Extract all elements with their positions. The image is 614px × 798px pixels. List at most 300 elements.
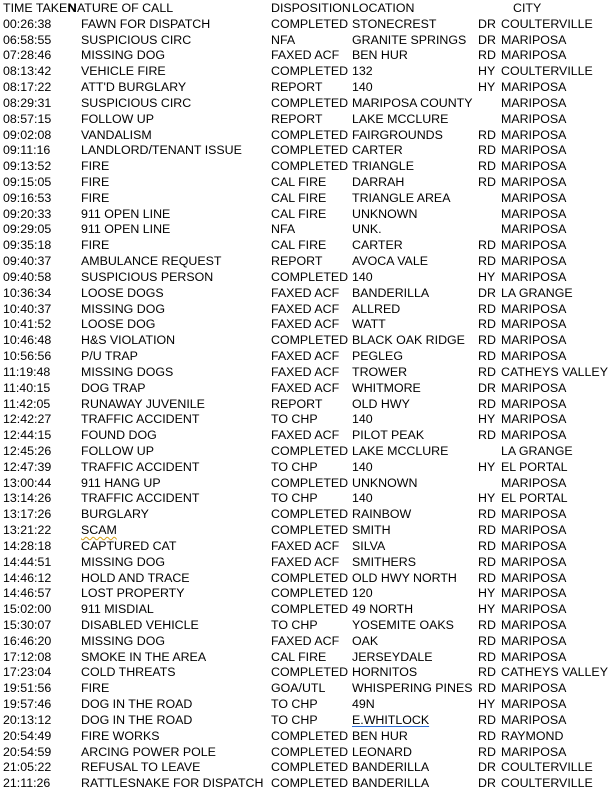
- disposition-cell: FAXED ACF: [271, 538, 340, 553]
- time-cell: 14:28:18: [3, 538, 52, 553]
- location-cell: OLD HWY: [352, 396, 410, 411]
- nature-cell: 911 MISDIAL: [81, 602, 154, 617]
- street-suffix-cell: HY: [478, 64, 496, 79]
- table-row: [0, 175, 614, 191]
- street-suffix-cell: RD: [478, 317, 496, 332]
- location-cell: LAKE MCCLURE: [352, 111, 449, 126]
- city-cell: MARIPOSA: [501, 697, 567, 712]
- time-cell: 14:44:51: [3, 554, 52, 569]
- street-suffix-cell: DR: [478, 380, 496, 395]
- nature-cell: MISSING DOG: [81, 48, 165, 63]
- time-cell: 06:58:55: [3, 32, 52, 47]
- street-suffix-cell: DR: [478, 776, 496, 791]
- location-cell: MARIPOSA COUNTY: [352, 95, 473, 110]
- nature-cell: ATT'D BURGLARY: [81, 80, 187, 95]
- table-row: [0, 238, 614, 254]
- location-cell: LEONARD: [352, 744, 412, 759]
- disposition-cell: FAXED ACF: [271, 48, 340, 63]
- disposition-cell: TO CHP: [271, 712, 318, 727]
- city-cell: MARIPOSA: [501, 412, 567, 427]
- city-cell: MARIPOSA: [501, 538, 567, 553]
- disposition-cell: COMPLETED: [271, 143, 349, 158]
- disposition-cell: CAL FIRE: [271, 175, 327, 190]
- disposition-cell: TO CHP: [271, 617, 318, 632]
- time-cell: 20:54:59: [3, 744, 52, 759]
- location-cell: PILOT PEAK: [352, 428, 425, 443]
- header-row: [0, 1, 614, 17]
- location-cell: E.WHITLOCK: [352, 712, 430, 727]
- location-cell: DARRAH: [352, 175, 405, 190]
- location-cell: BANDERILLA: [352, 776, 430, 791]
- table-row: [0, 191, 614, 207]
- disposition-cell: FAXED ACF: [271, 301, 340, 316]
- street-suffix-cell: RD: [478, 617, 496, 632]
- time-cell: 08:57:15: [3, 111, 52, 126]
- table-row: [0, 523, 614, 539]
- city-cell: MARIPOSA: [501, 428, 567, 443]
- location-cell: JERSEYDALE: [352, 649, 433, 664]
- city-cell: COULTERVILLE: [501, 64, 593, 79]
- street-suffix-cell: RD: [478, 175, 496, 190]
- table-row: [0, 760, 614, 776]
- city-cell: CATHEYS VALLEY: [501, 364, 608, 379]
- city-cell: MARIPOSA: [501, 254, 567, 269]
- time-cell: 12:47:39: [3, 459, 52, 474]
- table-row: [0, 665, 614, 681]
- street-suffix-cell: DR: [478, 16, 496, 31]
- nature-cell: DOG IN THE ROAD: [81, 697, 193, 712]
- nature-cell: SUSPICIOUS CIRC: [81, 95, 192, 110]
- time-cell: 10:46:48: [3, 333, 52, 348]
- time-cell: 08:13:42: [3, 64, 52, 79]
- table-row: [0, 112, 614, 128]
- location-cell: 140: [352, 459, 373, 474]
- city-cell: EL PORTAL: [501, 491, 568, 506]
- location-cell: 120: [352, 586, 373, 601]
- disposition-cell: COMPLETED: [271, 443, 349, 458]
- location-cell: BANDERILLA: [352, 760, 430, 775]
- disposition-cell: FAXED ACF: [271, 428, 340, 443]
- time-cell: 17:12:08: [3, 649, 52, 664]
- table-row: [0, 586, 614, 602]
- table-row: [0, 397, 614, 413]
- disposition-cell: FAXED ACF: [271, 380, 340, 395]
- city-cell: COULTERVILLE: [501, 776, 593, 791]
- disposition-cell: FAXED ACF: [271, 364, 340, 379]
- disposition-cell: TO CHP: [271, 491, 318, 506]
- table-row: [0, 491, 614, 507]
- table-row: [0, 729, 614, 745]
- time-cell: 14:46:12: [3, 570, 52, 585]
- table-row: [0, 412, 614, 428]
- time-cell: 07:28:46: [3, 48, 52, 63]
- location-cell: YOSEMITE OAKS: [352, 617, 454, 632]
- city-cell: MARIPOSA: [501, 507, 567, 522]
- street-suffix-cell: HY: [478, 697, 496, 712]
- city-cell: COULTERVILLE: [501, 16, 593, 31]
- street-suffix-cell: RD: [478, 554, 496, 569]
- street-suffix-cell: HY: [478, 491, 496, 506]
- time-cell: 13:21:22: [3, 523, 52, 538]
- table-row: [0, 776, 614, 792]
- time-cell: 10:56:56: [3, 349, 52, 364]
- street-suffix-cell: RD: [478, 159, 496, 174]
- street-suffix-cell: RD: [478, 570, 496, 585]
- disposition-cell: COMPLETED: [271, 269, 349, 284]
- disposition-cell: COMPLETED: [271, 728, 349, 743]
- location-cell: TRIANGLE AREA: [352, 190, 451, 205]
- street-suffix-cell: RD: [478, 633, 496, 648]
- disposition-cell: TO CHP: [271, 459, 318, 474]
- location-cell: WHITMORE: [352, 380, 421, 395]
- table-row: [0, 143, 614, 159]
- table-row: [0, 381, 614, 397]
- street-suffix-cell: RD: [478, 301, 496, 316]
- nature-cell: DISABLED VEHICLE: [81, 617, 199, 632]
- nature-cell: FIRE: [81, 681, 110, 696]
- disposition-cell: COMPLETED: [271, 776, 349, 791]
- header-city: CITY: [513, 1, 542, 15]
- nature-cell: FIRE WORKS: [81, 728, 160, 743]
- nature-cell: TRAFFIC ACCIDENT: [81, 412, 200, 427]
- header-disposition: DISPOSITION: [271, 1, 351, 15]
- city-cell: MARIPOSA: [501, 380, 567, 395]
- header-time-taken: TIME TAKEN: [3, 1, 77, 15]
- location-cell: SMITHERS: [352, 554, 417, 569]
- nature-cell: FIRE: [81, 175, 110, 190]
- nature-cell: FOUND DOG: [81, 428, 157, 443]
- table-row: [0, 17, 614, 33]
- location-cell: OAK: [352, 633, 379, 648]
- location-cell: BANDERILLA: [352, 285, 430, 300]
- city-cell: MARIPOSA: [501, 238, 567, 253]
- location-cell: 49N: [352, 697, 375, 712]
- location-cell: CARTER: [352, 143, 403, 158]
- time-cell: 09:16:53: [3, 190, 52, 205]
- street-suffix-cell: RD: [478, 238, 496, 253]
- city-cell: MARIPOSA: [501, 127, 567, 142]
- nature-cell: 911 HANG UP: [81, 475, 161, 490]
- location-cell: BLACK OAK RIDGE: [352, 333, 465, 348]
- street-suffix-cell: RD: [478, 143, 496, 158]
- street-suffix-cell: RD: [478, 665, 496, 680]
- nature-cell: VEHICLE FIRE: [81, 64, 166, 79]
- disposition-cell: COMPLETED: [271, 570, 349, 585]
- table-row: [0, 650, 614, 666]
- disposition-cell: COMPLETED: [271, 16, 349, 31]
- disposition-cell: FAXED ACF: [271, 554, 340, 569]
- table-row: [0, 460, 614, 476]
- location-cell: WHISPERING PINES: [352, 681, 473, 696]
- city-cell: MARIPOSA: [501, 317, 567, 332]
- street-suffix-cell: HY: [478, 80, 496, 95]
- nature-cell: RUNAWAY JUVENILE: [81, 396, 205, 411]
- nature-cell: LOST PROPERTY: [81, 586, 185, 601]
- location-cell: 140: [352, 491, 373, 506]
- nature-cell: REFUSAL TO LEAVE: [81, 760, 201, 775]
- street-suffix-cell: HY: [478, 586, 496, 601]
- city-cell: MARIPOSA: [501, 222, 567, 237]
- nature-cell: MISSING DOG: [81, 301, 165, 316]
- time-cell: 09:20:33: [3, 206, 52, 221]
- nature-cell: VANDALISM: [81, 127, 152, 142]
- street-suffix-cell: RD: [478, 728, 496, 743]
- city-cell: COULTERVILLE: [501, 760, 593, 775]
- table-row: [0, 80, 614, 96]
- city-cell: MARIPOSA: [501, 649, 567, 664]
- table-row: [0, 602, 614, 618]
- disposition-cell: CAL FIRE: [271, 206, 327, 221]
- street-suffix-cell: RD: [478, 507, 496, 522]
- time-cell: 08:29:31: [3, 95, 52, 110]
- nature-cell: P/U TRAP: [81, 349, 138, 364]
- location-cell: SMITH: [352, 523, 391, 538]
- disposition-cell: COMPLETED: [271, 665, 349, 680]
- location-cell: 140: [352, 80, 373, 95]
- disposition-cell: FAXED ACF: [271, 285, 340, 300]
- time-cell: 12:45:26: [3, 443, 52, 458]
- table-row: [0, 618, 614, 634]
- nature-cell: SMOKE IN THE AREA: [81, 649, 207, 664]
- street-suffix-cell: DR: [478, 285, 496, 300]
- city-cell: MARIPOSA: [501, 95, 567, 110]
- location-cell: TROWER: [352, 364, 408, 379]
- disposition-cell: REPORT: [271, 80, 323, 95]
- location-cell: CARTER: [352, 238, 403, 253]
- table-row: [0, 333, 614, 349]
- nature-cell: FAWN FOR DISPATCH: [81, 16, 211, 31]
- city-cell: MARIPOSA: [501, 633, 567, 648]
- table-row: [0, 317, 614, 333]
- time-cell: 09:11:16: [3, 143, 51, 158]
- location-cell: LAKE MCCLURE: [352, 443, 449, 458]
- city-cell: MARIPOSA: [501, 269, 567, 284]
- time-cell: 10:41:52: [3, 317, 52, 332]
- city-cell: MARIPOSA: [501, 159, 567, 174]
- time-cell: 20:54:49: [3, 728, 52, 743]
- time-cell: 15:30:07: [3, 617, 52, 632]
- city-cell: LA GRANGE: [501, 443, 573, 458]
- street-suffix-cell: RD: [478, 254, 496, 269]
- table-row: [0, 270, 614, 286]
- time-cell: 11:19:48: [3, 364, 51, 379]
- time-cell: 12:44:15: [3, 428, 52, 443]
- disposition-cell: TO CHP: [271, 697, 318, 712]
- table-row: [0, 365, 614, 381]
- location-cell: 140: [352, 412, 373, 427]
- table-row: [0, 159, 614, 175]
- city-cell: EL PORTAL: [501, 459, 568, 474]
- location-cell: RAINBOW: [352, 507, 412, 522]
- city-cell: MARIPOSA: [501, 712, 567, 727]
- nature-cell: FIRE: [81, 238, 110, 253]
- disposition-cell: TO CHP: [271, 412, 318, 427]
- table-row: [0, 33, 614, 49]
- street-suffix-cell: RD: [478, 396, 496, 411]
- disposition-cell: COMPLETED: [271, 507, 349, 522]
- city-cell: MARIPOSA: [501, 554, 567, 569]
- city-cell: MARIPOSA: [501, 111, 567, 126]
- city-cell: MARIPOSA: [501, 301, 567, 316]
- location-cell: 140: [352, 269, 373, 284]
- city-cell: MARIPOSA: [501, 48, 567, 63]
- disposition-cell: NFA: [271, 222, 296, 237]
- disposition-cell: FAXED ACF: [271, 633, 340, 648]
- nature-cell: DOG TRAP: [81, 380, 146, 395]
- nature-cell: RATTLESNAKE FOR DISPATCH: [81, 776, 264, 791]
- location-cell: 49 NORTH: [352, 602, 414, 617]
- disposition-cell: COMPLETED: [271, 333, 349, 348]
- street-suffix-cell: RD: [478, 127, 496, 142]
- street-suffix-cell: RD: [478, 538, 496, 553]
- street-suffix-cell: RD: [478, 649, 496, 664]
- location-cell: HORNITOS: [352, 665, 418, 680]
- city-cell: MARIPOSA: [501, 523, 567, 538]
- nature-cell: LANDLORD/TENANT ISSUE: [81, 143, 242, 158]
- table-row: [0, 539, 614, 555]
- nature-cell: H&S VIOLATION: [81, 333, 176, 348]
- city-cell: MARIPOSA: [501, 333, 567, 348]
- city-cell: MARIPOSA: [501, 206, 567, 221]
- disposition-cell: COMPLETED: [271, 602, 349, 617]
- nature-cell: MISSING DOGS: [81, 364, 174, 379]
- time-cell: 11:42:05: [3, 396, 51, 411]
- nature-cell: 911 OPEN LINE: [81, 222, 171, 237]
- disposition-cell: COMPLETED: [271, 760, 349, 775]
- city-cell: MARIPOSA: [501, 80, 567, 95]
- time-cell: 13:17:26: [3, 507, 52, 522]
- location-cell: UNKNOWN: [352, 475, 418, 490]
- time-cell: 10:36:34: [3, 285, 52, 300]
- table-row: [0, 634, 614, 650]
- street-suffix-cell: RD: [478, 681, 496, 696]
- disposition-cell: REPORT: [271, 254, 323, 269]
- nature-cell: BURGLARY: [81, 507, 149, 522]
- city-cell: MARIPOSA: [501, 349, 567, 364]
- street-suffix-cell: RD: [478, 523, 496, 538]
- time-cell: 09:15:05: [3, 175, 52, 190]
- disposition-cell: REPORT: [271, 396, 323, 411]
- city-cell: MARIPOSA: [501, 32, 567, 47]
- city-cell: LA GRANGE: [501, 285, 573, 300]
- nature-cell: LOOSE DOGS: [81, 285, 164, 300]
- disposition-cell: COMPLETED: [271, 95, 349, 110]
- location-cell: SILVA: [352, 538, 386, 553]
- disposition-cell: NFA: [271, 32, 296, 47]
- disposition-cell: FAXED ACF: [271, 317, 340, 332]
- time-cell: 11:40:15: [3, 380, 51, 395]
- table-row: [0, 96, 614, 112]
- disposition-cell: COMPLETED: [271, 127, 349, 142]
- location-cell: 132: [352, 64, 373, 79]
- city-cell: MARIPOSA: [501, 681, 567, 696]
- time-cell: 10:40:37: [3, 301, 52, 316]
- city-cell: MARIPOSA: [501, 586, 567, 601]
- header-nature-of-call: NATURE OF CALL: [68, 1, 174, 15]
- nature-cell: ARCING POWER POLE: [81, 744, 216, 759]
- nature-cell: LOOSE DOG: [81, 317, 156, 332]
- time-cell: 09:02:08: [3, 127, 52, 142]
- disposition-cell: COMPLETED: [271, 586, 349, 601]
- city-cell: MARIPOSA: [501, 396, 567, 411]
- time-cell: 09:35:18: [3, 238, 52, 253]
- city-cell: MARIPOSA: [501, 602, 567, 617]
- location-cell: UNKNOWN: [352, 206, 418, 221]
- nature-cell: MISSING DOG: [81, 554, 165, 569]
- time-cell: 13:00:44: [3, 475, 52, 490]
- nature-cell: FOLLOW UP: [81, 111, 154, 126]
- time-cell: 13:14:26: [3, 491, 52, 506]
- nature-cell: SUSPICIOUS CIRC: [81, 32, 192, 47]
- city-cell: MARIPOSA: [501, 175, 567, 190]
- table-row: [0, 571, 614, 587]
- nature-cell: FIRE: [81, 159, 110, 174]
- time-cell: 09:40:37: [3, 254, 52, 269]
- time-cell: 12:42:27: [3, 412, 52, 427]
- city-cell: MARIPOSA: [501, 617, 567, 632]
- table-row: [0, 428, 614, 444]
- nature-cell: CAPTURED CAT: [81, 538, 177, 553]
- nature-cell: HOLD AND TRACE: [81, 570, 190, 585]
- city-cell: MARIPOSA: [501, 570, 567, 585]
- location-cell: BEN HUR: [352, 728, 408, 743]
- disposition-cell: COMPLETED: [271, 159, 349, 174]
- time-cell: 14:46:57: [3, 586, 52, 601]
- time-cell: 19:57:46: [3, 697, 52, 712]
- time-cell: 17:23:04: [3, 665, 52, 680]
- street-suffix-cell: HY: [478, 269, 496, 284]
- location-cell: ALLRED: [352, 301, 401, 316]
- street-suffix-cell: HY: [478, 459, 496, 474]
- street-suffix-cell: HY: [478, 602, 496, 617]
- nature-cell: 911 OPEN LINE: [81, 206, 171, 221]
- street-suffix-cell: DR: [478, 32, 496, 47]
- table-row: [0, 64, 614, 80]
- header-location: LOCATION: [352, 1, 415, 15]
- disposition-cell: COMPLETED: [271, 744, 349, 759]
- time-cell: 15:02:00: [3, 602, 52, 617]
- location-cell: UNK.: [352, 222, 382, 237]
- nature-cell: SUSPICIOUS PERSON: [81, 269, 214, 284]
- disposition-cell: CAL FIRE: [271, 649, 327, 664]
- table-row: [0, 444, 614, 460]
- disposition-cell: FAXED ACF: [271, 349, 340, 364]
- location-cell: OLD HWY NORTH: [352, 570, 457, 585]
- nature-cell: AMBULANCE REQUEST: [81, 254, 222, 269]
- nature-cell: DOG IN THE ROAD: [81, 712, 193, 727]
- disposition-cell: GOA/UTL: [271, 681, 326, 696]
- table-row: [0, 697, 614, 713]
- table-row: [0, 48, 614, 64]
- nature-cell: SCAM: [81, 523, 117, 538]
- table-row: [0, 128, 614, 144]
- street-suffix-cell: RD: [478, 428, 496, 443]
- city-cell: RAYMOND: [501, 728, 564, 743]
- table-row: [0, 222, 614, 238]
- nature-cell: TRAFFIC ACCIDENT: [81, 491, 200, 506]
- city-cell: MARIPOSA: [501, 143, 567, 158]
- street-suffix-cell: RD: [478, 333, 496, 348]
- location-cell: AVOCA VALE: [352, 254, 428, 269]
- city-cell: CATHEYS VALLEY: [501, 665, 608, 680]
- table-row: [0, 713, 614, 729]
- disposition-cell: REPORT: [271, 111, 323, 126]
- nature-cell: FIRE: [81, 190, 110, 205]
- nature-cell: FOLLOW UP: [81, 443, 154, 458]
- disposition-cell: COMPLETED: [271, 523, 349, 538]
- table-row: [0, 681, 614, 697]
- table-row: [0, 207, 614, 223]
